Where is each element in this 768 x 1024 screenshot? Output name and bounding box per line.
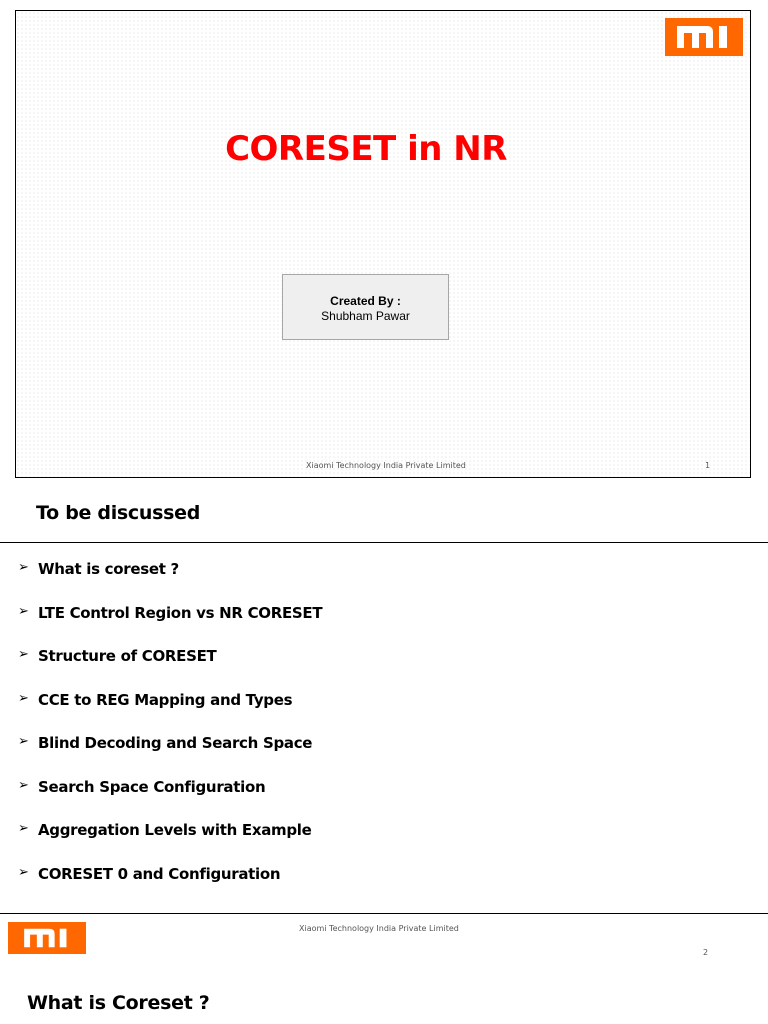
arrow-bullet-icon: ➢ xyxy=(18,864,29,880)
list-item: ➢ Aggregation Levels with Example xyxy=(18,821,312,839)
slide-heading: What is Coreset ? xyxy=(27,992,210,1014)
mi-logo xyxy=(8,922,86,954)
arrow-bullet-icon: ➢ xyxy=(18,647,29,662)
arrow-bullet-icon: ➢ xyxy=(18,734,29,749)
arrow-bullet-icon: ➢ xyxy=(18,603,29,619)
list-item: ➢ Structure of CORESET xyxy=(18,647,217,665)
list-item: ➢ LTE Control Region vs NR CORESET xyxy=(18,603,323,622)
mi-logo-glyph xyxy=(675,24,733,50)
slide-footer: Xiaomi Technology India Private Limited xyxy=(306,461,466,470)
list-item: ➢ CCE to REG Mapping and Types xyxy=(18,690,293,709)
page-number: 2 xyxy=(703,948,709,957)
mi-logo-glyph xyxy=(19,927,75,949)
author-name: Shubham Pawar xyxy=(321,309,410,323)
page-number: 1 xyxy=(705,461,711,470)
list-item: ➢ Search Space Configuration xyxy=(18,777,266,796)
author-box xyxy=(282,274,449,340)
list-item: ➢ Blind Decoding and Search Space xyxy=(18,734,313,752)
list-item: ➢ What is coreset ? xyxy=(18,560,179,578)
mi-logo xyxy=(665,18,743,56)
divider xyxy=(0,913,768,914)
title-slide xyxy=(15,10,751,478)
arrow-bullet-icon: ➢ xyxy=(18,821,29,836)
list-item: ➢ CORESET 0 and Configuration xyxy=(18,864,281,883)
slide-title: CORESET in NR xyxy=(225,129,507,169)
arrow-bullet-icon: ➢ xyxy=(18,690,29,706)
arrow-bullet-icon: ➢ xyxy=(18,560,29,575)
divider xyxy=(0,542,768,543)
slide-footer: Xiaomi Technology India Private Limited xyxy=(299,924,459,933)
agenda-list xyxy=(18,558,322,906)
agenda-heading: To be discussed xyxy=(36,502,201,524)
arrow-bullet-icon: ➢ xyxy=(18,777,29,793)
created-by-label: Created By : xyxy=(330,294,401,308)
